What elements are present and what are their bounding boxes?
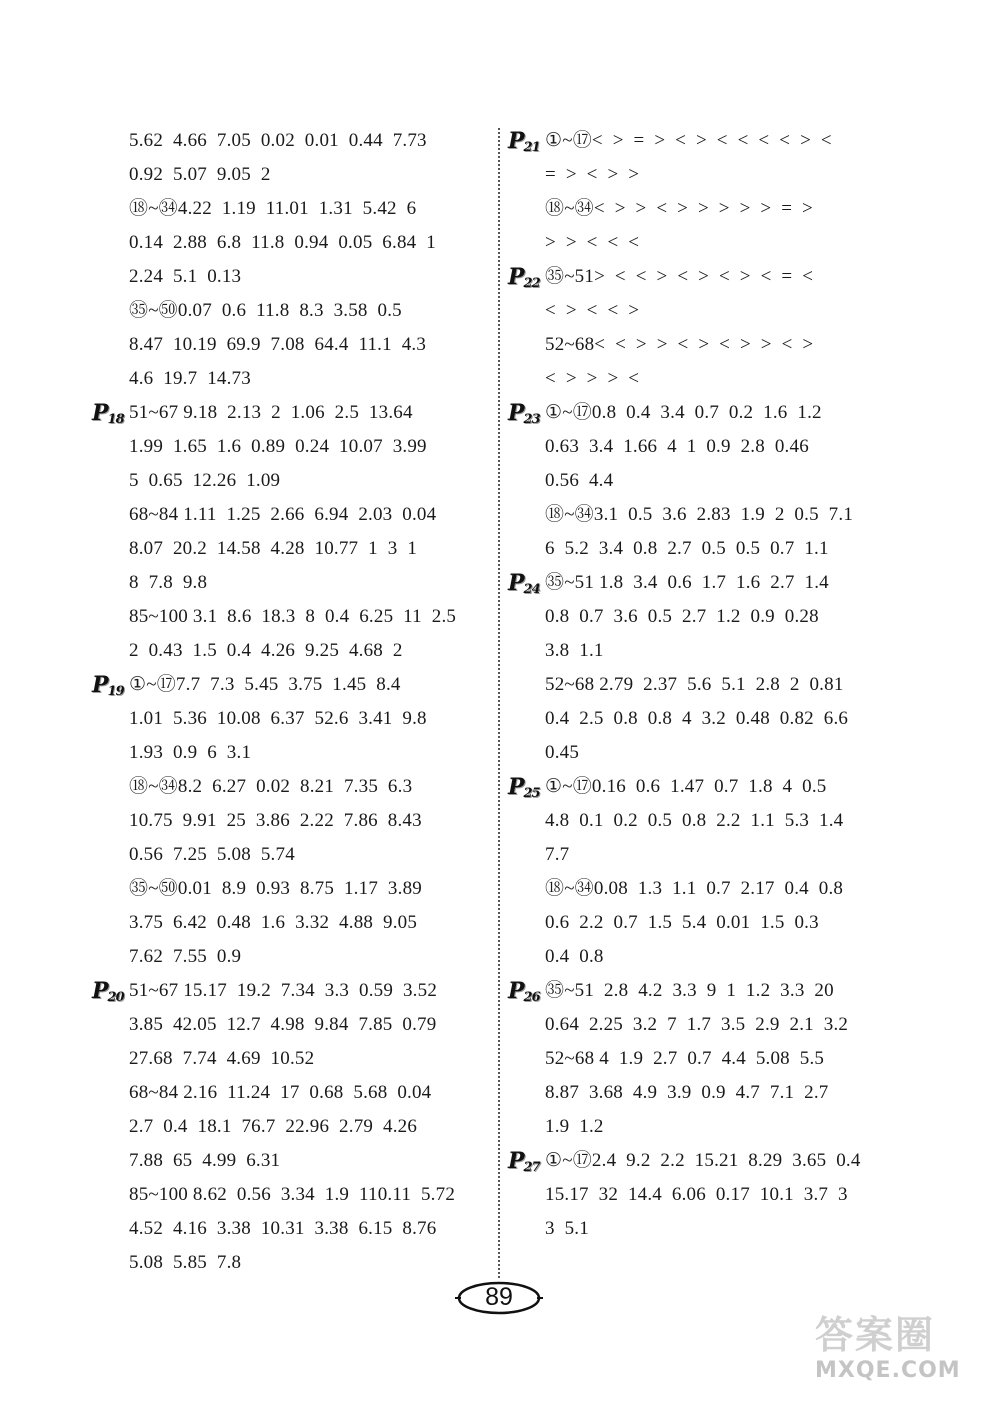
- page-marker: $P_{22}$: [508, 264, 540, 291]
- answer-paragraph: [545, 498, 908, 566]
- answer-line: 52~68 2.79 2.37 5.6 5.1 2.8 2 0.81: [545, 674, 844, 695]
- answer-line: 10.75 9.91 25 3.86 2.22 7.86 8.43: [129, 810, 422, 831]
- answer-line: 3 5.1: [545, 1218, 589, 1239]
- answer-line: 2 0.43 1.5 0.4 4.26 9.25 4.68 2: [129, 640, 403, 661]
- answer-line: ①~⑰< > = > < > < < < < > <: [545, 130, 832, 151]
- page-marker-number: 18: [107, 412, 124, 427]
- watermark-url: MXQE.COM: [815, 1358, 961, 1383]
- answer-line: 2.24 5.1 0.13: [129, 266, 242, 287]
- answer-line: ㉟~51 1.8 3.4 0.6 1.7 1.6 2.7 1.4: [545, 572, 829, 593]
- answer-group: [508, 192, 908, 260]
- answer-line: 7.7: [545, 844, 570, 865]
- page-marker-number: 20: [107, 990, 124, 1005]
- answer-line: ㉟~51> < < > < > < > < = <: [545, 266, 814, 287]
- page-marker: $P_{18}$: [92, 400, 124, 427]
- answer-paragraph: [129, 600, 492, 668]
- answer-line: ㉟~㊿0.01 8.9 0.93 8.75 1.17 3.89: [129, 878, 422, 899]
- answer-paragraph: [129, 770, 492, 872]
- answer-paragraph: [545, 192, 908, 260]
- page-marker-number: 24: [523, 582, 540, 597]
- page-marker: $P_{24}$: [508, 570, 540, 597]
- answer-line: ㉟~51 2.8 4.2 3.3 9 1 1.2 3.3 20: [545, 980, 834, 1001]
- answer-line: ⑱~㉞4.22 1.19 11.01 1.31 5.42 6: [129, 198, 417, 219]
- answer-line: 3.75 6.42 0.48 1.6 3.32 4.88 9.05: [129, 912, 418, 933]
- answer-line: 51~67 9.18 2.13 2 1.06 2.5 13.64: [129, 402, 413, 423]
- answer-paragraph: [545, 974, 908, 1042]
- answer-group: [508, 328, 908, 396]
- answer-line: 8.47 10.19 69.9 7.08 64.4 11.1 4.3: [129, 334, 427, 355]
- answer-line: 6 5.2 3.4 0.8 2.7 0.5 0.5 0.7 1.1: [545, 538, 829, 559]
- answer-paragraph: [545, 1144, 908, 1246]
- answer-paragraph: [545, 770, 908, 872]
- answer-line: 0.6 2.2 0.7 1.5 5.4 0.01 1.5 0.3: [545, 912, 819, 933]
- answer-group: [92, 872, 492, 974]
- page-answer-block-p19: [92, 668, 492, 770]
- answer-line: 3.8 1.1: [545, 640, 604, 661]
- answer-line: 52~68 4 1.9 2.7 0.7 4.4 5.08 5.5: [545, 1048, 825, 1069]
- page-marker: $P_{20}$: [92, 978, 124, 1005]
- page-answer-block-p21: [508, 124, 908, 192]
- answer-line: 5.62 4.66 7.05 0.02 0.01 0.44 7.73: [129, 130, 427, 151]
- page-number: 89: [485, 1283, 513, 1311]
- answer-line: 27.68 7.74 4.69 10.52: [129, 1048, 315, 1069]
- answer-line: 15.17 32 14.4 6.06 0.17 10.1 3.7 3: [545, 1184, 848, 1205]
- answer-line: 68~84 2.16 11.24 17 0.68 5.68 0.04: [129, 1082, 432, 1103]
- answer-line: 0.56 7.25 5.08 5.74: [129, 844, 295, 865]
- answer-line: 0.56 4.4: [545, 470, 614, 491]
- answer-line: < > < < >: [545, 300, 640, 321]
- answer-paragraph: [129, 294, 492, 396]
- answer-paragraph: [129, 974, 492, 1076]
- answer-column-right: [508, 124, 908, 1246]
- answer-line: ⑱~㉞8.2 6.27 0.02 8.21 7.35 6.3: [129, 776, 413, 797]
- answer-line: ⑱~㉞< > > < > > > > > = >: [545, 198, 813, 219]
- page-answer-block-p18: [92, 396, 492, 498]
- answer-line: 8.07 20.2 14.58 4.28 10.77 1 3 1: [129, 538, 418, 559]
- answer-line: < > > > <: [545, 368, 640, 389]
- page-marker-number: 26: [523, 990, 540, 1005]
- answer-line: ⑱~㉞3.1 0.5 3.6 2.83 1.9 2 0.5 7.1: [545, 504, 854, 525]
- answer-paragraph: [129, 1178, 492, 1280]
- answer-line: ㉟~㊿0.07 0.6 11.8 8.3 3.58 0.5: [129, 300, 402, 321]
- answer-line: 0.8 0.7 3.6 0.5 2.7 1.2 0.9 0.28: [545, 606, 819, 627]
- answer-line: ①~⑰2.4 9.2 2.2 15.21 8.29 3.65 0.4: [545, 1150, 861, 1171]
- answer-line: ⑱~㉞0.08 1.3 1.1 0.7 2.17 0.4 0.8: [545, 878, 844, 899]
- page-answer-block-p23: [508, 396, 908, 498]
- answer-group: [92, 294, 492, 396]
- page-marker-number: 27: [523, 1160, 540, 1175]
- answer-paragraph: [545, 1042, 908, 1144]
- answer-line: 8.87 3.68 4.9 3.9 0.9 4.7 7.1 2.7: [545, 1082, 829, 1103]
- page-marker-number: 19: [107, 684, 124, 699]
- page-number-badge: [455, 1280, 543, 1316]
- answer-line: 0.63 3.4 1.66 4 1 0.9 2.8 0.46: [545, 436, 809, 457]
- answer-line: 51~67 15.17 19.2 7.34 3.3 0.59 3.52: [129, 980, 438, 1001]
- answer-line: 2.7 0.4 18.1 76.7 22.96 2.79 4.26: [129, 1116, 418, 1137]
- answer-line: > > < < <: [545, 232, 640, 253]
- answer-line: 1.93 0.9 6 3.1: [129, 742, 252, 763]
- page-marker-number: 22: [523, 276, 540, 291]
- answer-paragraph: [545, 872, 908, 974]
- answer-group: [92, 498, 492, 600]
- answer-paragraph: [129, 668, 492, 770]
- page-marker: $P_{21}$: [508, 128, 540, 155]
- answer-group: [508, 498, 908, 566]
- answer-group: [508, 1042, 908, 1144]
- answer-paragraph: [129, 124, 492, 192]
- page-marker: $P_{27}$: [508, 1148, 540, 1175]
- answer-line: = > < > >: [545, 164, 640, 185]
- page-marker-number: 25: [523, 786, 540, 801]
- answer-line: 0.4 0.8: [545, 946, 604, 967]
- page-marker: $P_{25}$: [508, 774, 540, 801]
- answer-line: 68~84 1.11 1.25 2.66 6.94 2.03 0.04: [129, 504, 437, 525]
- answer-group: [92, 600, 492, 668]
- site-watermark: [815, 1313, 995, 1397]
- answer-line: 0.4 2.5 0.8 0.8 4 3.2 0.48 0.82 6.6: [545, 708, 849, 729]
- answer-line: 3.85 42.05 12.7 4.98 9.84 7.85 0.79: [129, 1014, 437, 1035]
- answer-paragraph: [545, 566, 908, 668]
- page-answer-block-p27: [508, 1144, 908, 1246]
- answer-line: 4.6 19.7 14.73: [129, 368, 251, 389]
- answer-line: 8 7.8 9.8: [129, 572, 208, 593]
- answer-group: [508, 668, 908, 770]
- answer-line: 0.14 2.88 6.8 11.8 0.94 0.05 6.84 1: [129, 232, 436, 253]
- answer-line: ①~⑰7.7 7.3 5.45 3.75 1.45 8.4: [129, 674, 401, 695]
- answer-group: [92, 1178, 492, 1280]
- answer-group: [92, 1076, 492, 1178]
- page-marker: $P_{19}$: [92, 672, 124, 699]
- answer-paragraph: [129, 1076, 492, 1178]
- column-divider: [498, 128, 500, 1278]
- page-marker-number: 23: [523, 412, 540, 427]
- answer-paragraph: [129, 872, 492, 974]
- answer-line: 1.01 5.36 10.08 6.37 52.6 3.41 9.8: [129, 708, 427, 729]
- page-marker-number: 21: [523, 140, 540, 155]
- answer-group: [508, 872, 908, 974]
- page-answer-block-p24: [508, 566, 908, 668]
- answer-line: 85~100 8.62 0.56 3.34 1.9 110.11 5.72: [129, 1184, 456, 1205]
- answer-line: 4.8 0.1 0.2 0.5 0.8 2.2 1.1 5.3 1.4: [545, 810, 844, 831]
- watermark-logo-text: 答案圈: [815, 1313, 936, 1357]
- answer-line: 7.88 65 4.99 6.31: [129, 1150, 281, 1171]
- answer-line: 0.45: [545, 742, 580, 763]
- answer-line: 0.64 2.25 3.2 7 1.7 3.5 2.9 2.1 3.2: [545, 1014, 849, 1035]
- answer-group: [92, 192, 492, 294]
- answer-line: 5 0.65 12.26 1.09: [129, 470, 281, 491]
- answer-line: 0.92 5.07 9.05 2: [129, 164, 271, 185]
- page-marker: $P_{26}$: [508, 978, 540, 1005]
- answer-paragraph: [545, 260, 908, 328]
- answer-paragraph: [545, 668, 908, 770]
- answer-line: 52~68< < > > < > < > > < >: [545, 334, 814, 355]
- answer-line: 1.9 1.2: [545, 1116, 604, 1137]
- answer-line: 85~100 3.1 8.6 18.3 8 0.4 6.25 11 2.5: [129, 606, 457, 627]
- answer-paragraph: [545, 396, 908, 498]
- answer-paragraph: [129, 396, 492, 498]
- answer-group: [92, 124, 492, 192]
- answer-line: 7.62 7.55 0.9: [129, 946, 242, 967]
- page-answer-block-p22: [508, 260, 908, 328]
- answer-paragraph: [545, 328, 908, 396]
- page-answer-block-p20: [92, 974, 492, 1076]
- answer-paragraph: [545, 124, 908, 192]
- answer-column-left: [92, 124, 492, 1280]
- answer-line: ①~⑰0.8 0.4 3.4 0.7 0.2 1.6 1.2: [545, 402, 822, 423]
- answer-paragraph: [129, 192, 492, 294]
- page-answer-block-p25: [508, 770, 908, 872]
- answer-line: 4.52 4.16 3.38 10.31 3.38 6.15 8.76: [129, 1218, 437, 1239]
- answer-group: [92, 770, 492, 872]
- answer-line: 1.99 1.65 1.6 0.89 0.24 10.07 3.99: [129, 436, 427, 457]
- answer-line: 5.08 5.85 7.8: [129, 1252, 242, 1273]
- page-marker: $P_{23}$: [508, 400, 540, 427]
- answer-paragraph: [129, 498, 492, 600]
- answer-line: ①~⑰0.16 0.6 1.47 0.7 1.8 4 0.5: [545, 776, 827, 797]
- page-answer-block-p26: [508, 974, 908, 1042]
